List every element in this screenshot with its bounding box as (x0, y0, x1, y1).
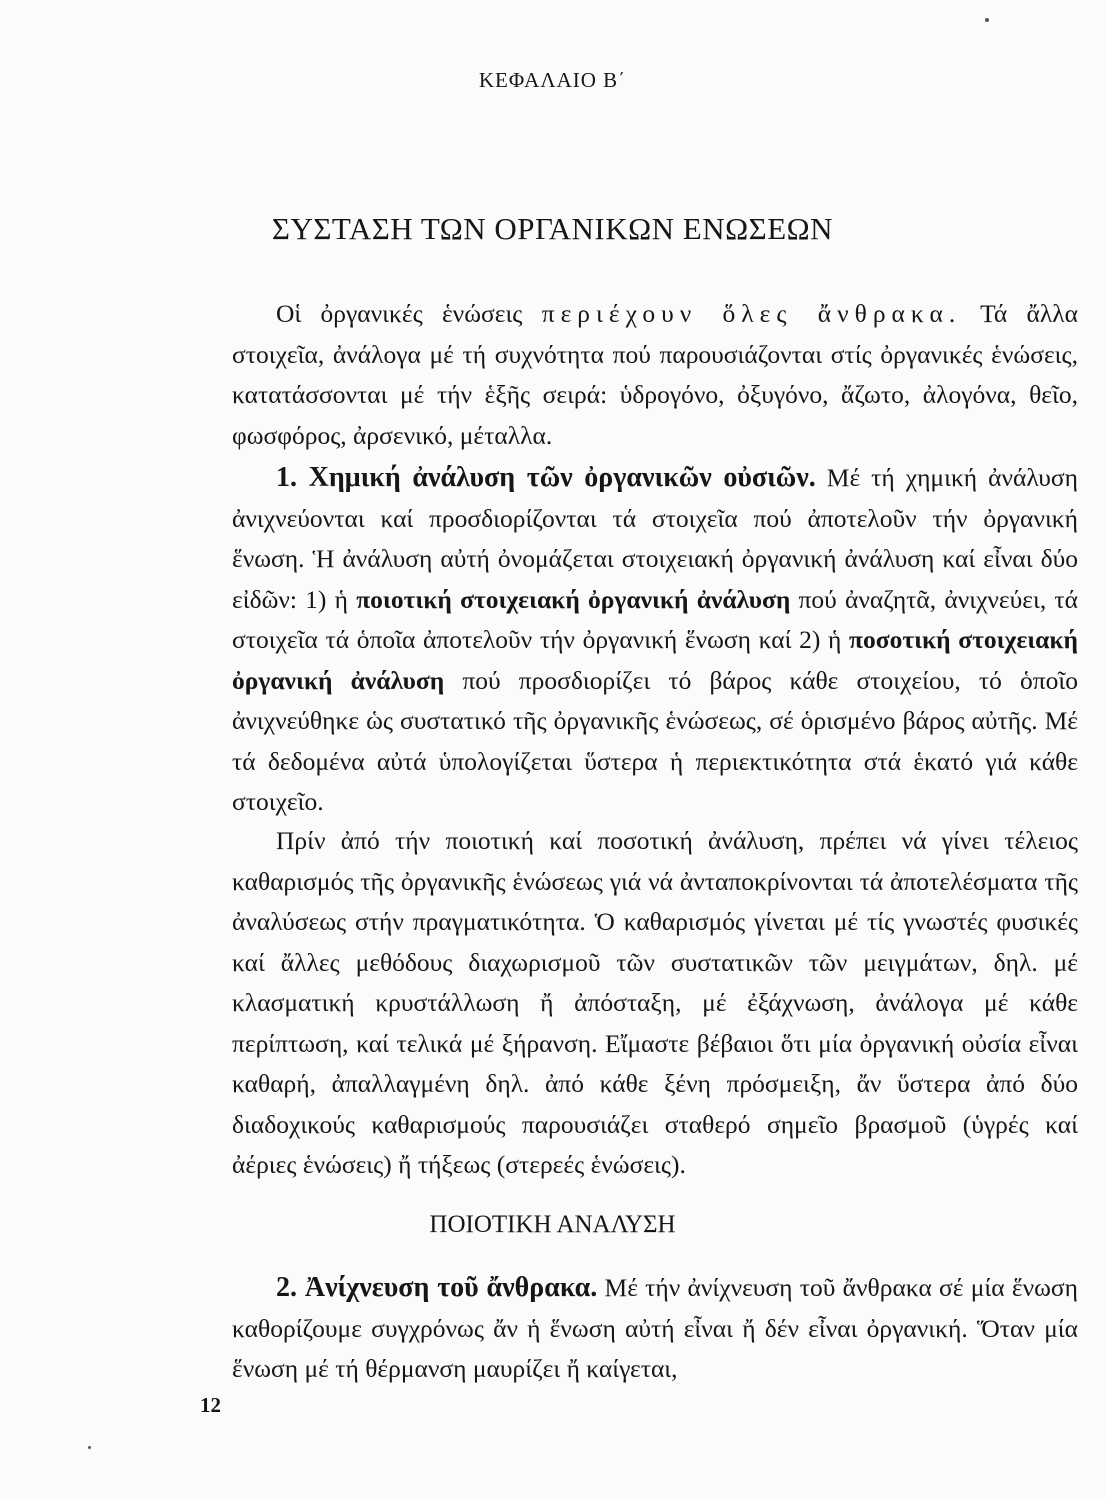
emphasis-text: περιέχουν ὅλες ἄνθρακα. (541, 299, 962, 328)
chapter-label: ΚΕΦΑΛΑΙΟ Β΄ (478, 68, 627, 92)
section-1-text-b: πού ἀναζητᾶ, ἀνιχνεύει, τά στοιχεῖα τά ὁποῖα ἀποτελοῦν τήν ὀργανική ἕνωση καί 2) ἡ (232, 584, 1079, 654)
subsection-title: ΠΟΙΟΤΙΚΗ ΑΝΑΛΥΣΗ (429, 1211, 676, 1238)
print-speck (985, 18, 989, 22)
section-2-text: Μέ τήν ἀνίχνευση τοῦ ἄνθρακα σέ μία ἕνωση καθορίζουμε συγχρόνως ἄν ἡ ἕνωση αὐτή εἶναι ἤ δέν εἶναι ὀργανική. Ὅταν μία ἕνωση μέ τή θέρμανση μαυρίζει ἤ καίγεται, (232, 1273, 1078, 1383)
intro-paragraph (232, 294, 1078, 456)
purification-paragraph: Πρίν ἀπό τήν ποιοτική καί ποσοτική ἀνάλυση, πρέπει νά γίνει τέλειος καθαρισμός τῆς ὀργανικῆς ἑνώσεως γιά νά ἀνταποκρίνονται τά ἀποτελέσματα τῆς ἀναλύσεως στήν πραγματικότητα. Ὁ καθαρισμός γίνεται μέ τίς γνωστές φυσικές καί ἄλλες μεθόδους διαχωρισμοῦ τῶν συστατικῶν τῶν μειγμάτων, δηλ. μέ κλασματική κρυστάλλωση ἤ ἀπόσταξη, μέ ἐξάχνωση, ἀνάλογα μέ κάθε περίπτωση, καί τελικά μέ ξήρανση. Εἴμαστε βέβαιοι ὅτι μία ὀργανική οὐσία εἶναι καθαρή, ἀπαλλαγμένη δηλ. ἀπό κάθε ξένη πρόσμειξη, ἄν ὕστερα ἀπό δύο διαδοχικούς καθαρισμούς παρουσιάζει σταθερό σημεῖο βρασμοῦ (ὑγρές καί ἀέριες ἑνώσεις) ἤ τήξεως (στερεές ἑνώσεις). (232, 826, 1078, 1179)
section-2-paragraph (232, 1268, 1078, 1390)
intro-text: Οἱ ὀργανικές ἑνώσεις (276, 299, 523, 328)
section-1-text-c: πού προσδιορίζει τό βάρος κάθε στοιχείου, τό ὁποῖο ἀνιχνεύθηκε ὡς συστατικό τῆς ὀργανικῆς ἑνώσεως, σέ ὁρισμένο βάρος αὐτῆς. Μέ τά δεδομένα αὐτά ὑπολογίζεται ὕστερα ἡ περιεκτικότητα στά ἑκατό γιά κάθε στοιχεῖο. (232, 665, 1078, 816)
chapter-title: ΣΥΣΤΑΣΗ ΤΩΝ ΟΡΓΑΝΙΚΩΝ ΕΝΩΣΕΩΝ (271, 211, 834, 246)
qualitative-analysis-term: ποιοτική στοιχειακή ὀργανική ἀνάλυση (356, 584, 791, 614)
section-2-heading: 2. Ἀνίχνευση τοῦ ἄνθρακα. (276, 1272, 598, 1303)
quantitative-analysis-term: ποσοτική στοιχειακή ὀργανική ἀνάλυση (232, 625, 1078, 695)
intro-rest: Τά ἄλλα στοιχεῖα, ἀνάλογα μέ τή συχνότητα πού παρουσιάζονται στίς ὀργανικές ἑνώσεις, κατατάσσονται μέ τήν ἑξῆς σειρά: ὑδρογόνο, ὀξυγόνο, ἄζωτο, ἀλογόνα, θεῖο, φωσφόρος, ἀρσενικό, μέταλλα. (232, 299, 1078, 450)
section-1-text-a: Μέ τή χημική ἀνάλυση ἀνιχνεύονται καί προσδιορίζονται τά στοιχεῖα πού ἀποτελοῦν τήν ὀργανική ἕνωση. Ἡ ἀνάλυση αὐτή ὀνομάζεται στοιχειακή ὀργανική ἀνάλυση καί εἶναι δύο εἰδῶν: 1) ἡ (232, 463, 1079, 614)
page-number: 12 (200, 1393, 221, 1417)
print-speck (88, 1446, 91, 1449)
section-1-paragraph (232, 458, 1078, 823)
section-1-heading: 1. Χημική ἀνάλυση τῶν ὀργανικῶν οὐσιῶν. (276, 462, 816, 493)
